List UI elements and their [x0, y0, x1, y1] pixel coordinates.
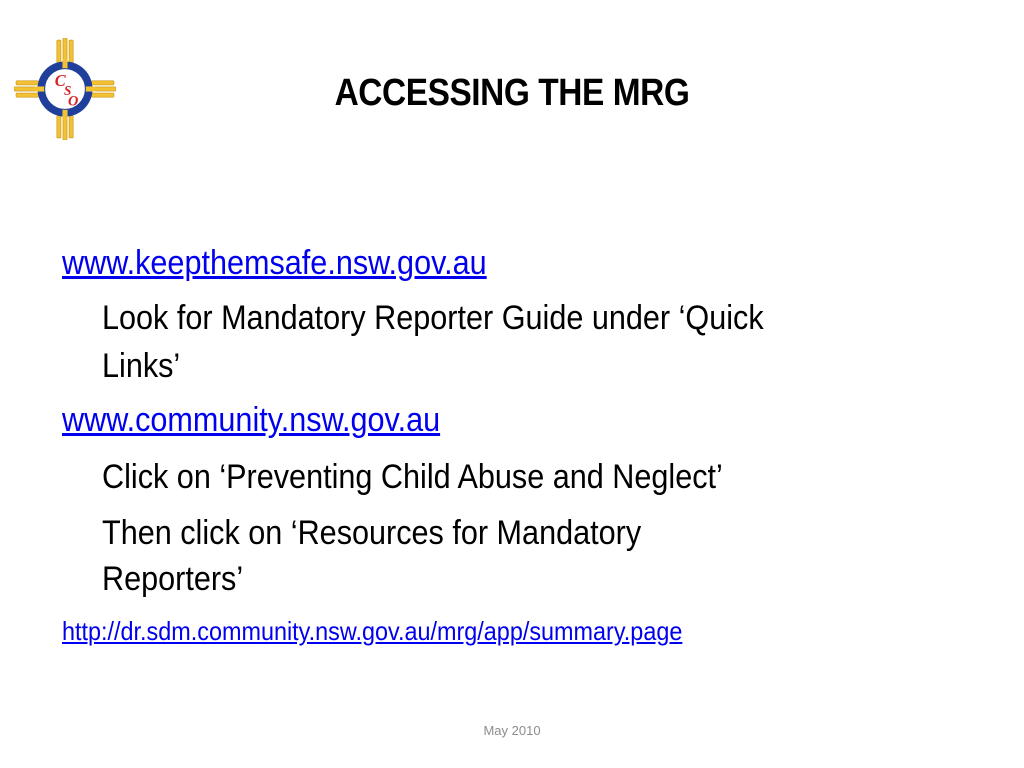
mrg-summary-link[interactable]: http://dr.sdm.community.nsw.gov.au/mrg/app/summary.page [62, 616, 683, 646]
resources-note-line2: Reporters’ [102, 560, 244, 598]
quick-links-note-line1: Look for Mandatory Reporter Guide under ‘Quick [102, 299, 764, 337]
quick-links-note-line2: Links’ [102, 347, 181, 385]
svg-text:S: S [63, 83, 72, 99]
slide-footer-date: May 2010 [483, 723, 541, 738]
preventing-abuse-note: Click on ‘Preventing Child Abuse and Neglect’ [102, 458, 723, 496]
svg-text:C: C [54, 70, 66, 90]
keepthemsafe-link[interactable]: www.keepthemsafe.nsw.gov.au [62, 244, 487, 282]
community-link[interactable]: www.community.nsw.gov.au [62, 401, 441, 439]
resources-note-line1: Then click on ‘Resources for Mandatory [102, 514, 642, 552]
slide-title: ACCESSING THE MRG [334, 72, 690, 114]
svg-text:O: O [68, 93, 79, 110]
